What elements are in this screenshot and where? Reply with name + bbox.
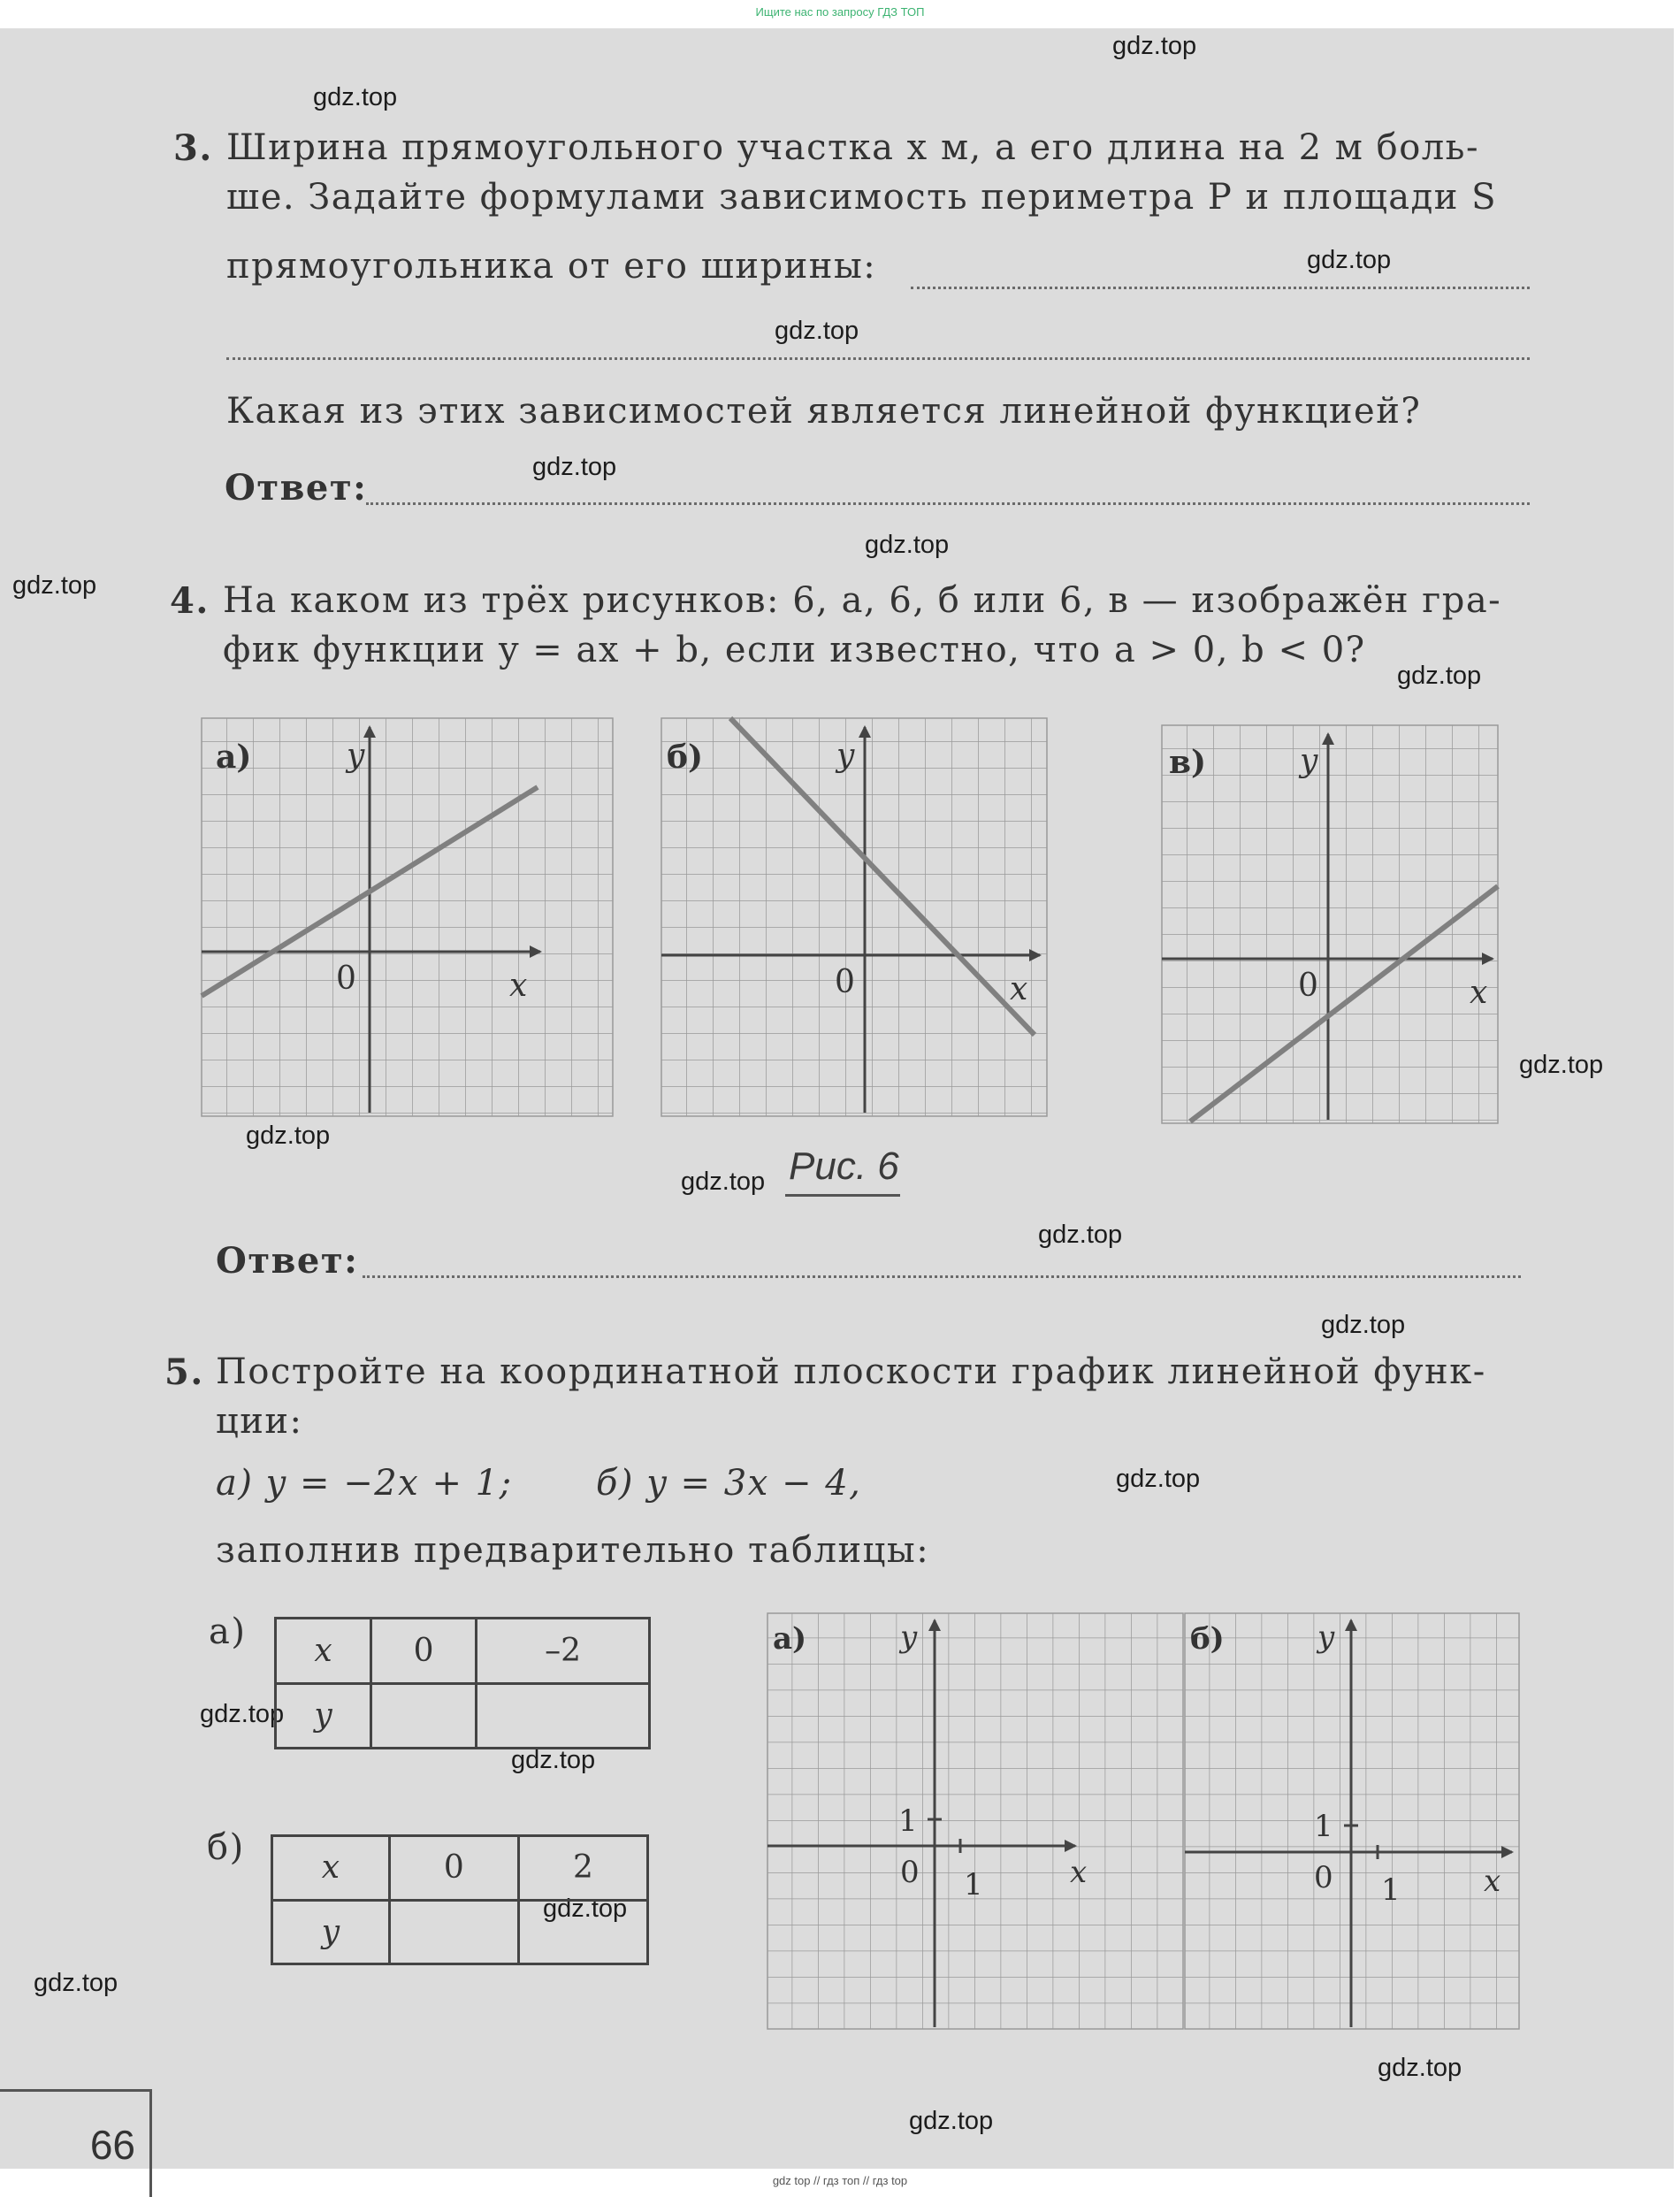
watermark: gdz.top (1519, 1051, 1604, 1079)
watermark: gdz.top (1321, 1311, 1406, 1339)
function-b: б) y = 3x − 4, (596, 1463, 862, 1504)
answer-line (226, 357, 1530, 360)
y-axis-label: y (347, 738, 365, 774)
caption-underline (785, 1194, 900, 1197)
origin-label: 0 (1298, 968, 1318, 1004)
graph-label: б) (667, 739, 704, 776)
x-axis-label: x (509, 968, 528, 1004)
graph-label: а) (216, 739, 252, 776)
watermark: gdz.top (1038, 1221, 1123, 1249)
graph-label: в) (1169, 744, 1207, 781)
watermark: gdz.top (34, 1969, 118, 1997)
task5-text-line1: Постройте на координатной плоскости график линейной функ- (216, 1351, 1486, 1392)
answer-label: Ответ: (216, 1240, 359, 1282)
watermark: gdz.top (1378, 2054, 1462, 2082)
answer-label: Ответ: (225, 467, 368, 509)
header-note: Ищите нас по запросу ГДЗ ТОП (755, 5, 925, 19)
task4-text-line1: На каком из трёх рисунков: 6, а, 6, б или 6, в — изображён гра- (223, 580, 1502, 621)
table-cell: x (276, 1619, 371, 1684)
watermark: gdz.top (543, 1895, 628, 1923)
textbook-page (0, 28, 1674, 2169)
table-input-cell[interactable] (371, 1683, 477, 1749)
task4-text-line2: фик функции y = ax + b, если известно, что a > 0, b < 0? (223, 630, 1366, 670)
x-tick-label: 1 (1381, 1872, 1401, 1908)
watermark: gdz.top (1112, 32, 1197, 60)
coordinate-plane-a[interactable] (766, 1611, 1185, 2031)
watermark: gdz.top (511, 1746, 596, 1774)
watermark: gdz.top (1116, 1465, 1201, 1493)
table-b-label: б) (207, 1827, 245, 1868)
table-input-cell[interactable] (477, 1683, 650, 1749)
footer-note: gdz top // гдз топ // гдз top (772, 2174, 908, 2187)
table-input-cell[interactable] (518, 1900, 647, 1964)
table-cell: 0 (389, 1836, 518, 1901)
task3-text-line1: Ширина прямоугольного участка x м, а его длина на 2 м боль- (226, 127, 1479, 168)
page-number: 66 (0, 2089, 152, 2197)
answer-line (911, 287, 1530, 289)
y-axis-label: y (836, 738, 855, 774)
y-axis-label: y (1317, 1619, 1335, 1655)
task4-number: 4. (170, 580, 210, 622)
watermark: gdz.top (313, 83, 398, 111)
x-axis-label: x (1484, 1864, 1501, 1899)
watermark: gdz.top (200, 1700, 285, 1728)
task5-text-line2: ции: (216, 1401, 303, 1442)
table-cell: y (272, 1900, 390, 1964)
answer-line (363, 1275, 1521, 1278)
task5-number: 5. (164, 1351, 204, 1393)
origin-label: 0 (900, 1855, 920, 1890)
y-axis-label: y (1300, 743, 1318, 779)
coordinate-plane-b[interactable] (1183, 1611, 1521, 2031)
table-cell: x (272, 1836, 390, 1901)
x-tick-label: 1 (964, 1867, 983, 1902)
y-axis-label: y (900, 1619, 918, 1655)
table-cell: y (276, 1683, 371, 1749)
plot-label: б) (1190, 1621, 1225, 1657)
watermark: gdz.top (775, 317, 859, 345)
watermark: gdz.top (909, 2107, 994, 2135)
watermark: gdz.top (1307, 246, 1392, 274)
watermark: gdz.top (681, 1167, 766, 1196)
x-axis-label: x (1070, 1855, 1088, 1890)
value-table-b (271, 1834, 649, 1965)
table-cell: 2 (518, 1836, 647, 1901)
graph-b (660, 715, 1049, 1121)
x-axis-label: x (1470, 975, 1488, 1011)
figure-caption: Рис. 6 (789, 1144, 899, 1188)
y-tick-label: 1 (898, 1803, 918, 1839)
task5-text-line3: заполнив предварительно таблицы: (216, 1530, 930, 1571)
table-cell: –2 (477, 1619, 650, 1684)
plot-label: а) (773, 1621, 807, 1657)
y-tick-label: 1 (1314, 1809, 1333, 1844)
watermark: gdz.top (246, 1121, 331, 1150)
task3-number: 3. (173, 127, 213, 169)
answer-line (366, 502, 1530, 505)
value-table-a (274, 1617, 651, 1749)
table-cell: 0 (371, 1619, 477, 1684)
watermark: gdz.top (532, 453, 617, 481)
task3-text-line2: ше. Задайте формулами зависимость периметра P и площади S (226, 177, 1498, 218)
task3-text-line3: прямоугольника от его ширины: (226, 246, 877, 287)
graph-a (200, 715, 615, 1121)
graph-c (1160, 722, 1500, 1129)
origin-label: 0 (1314, 1860, 1333, 1895)
watermark: gdz.top (12, 571, 97, 600)
table-a-label: а) (209, 1611, 247, 1652)
origin-label: 0 (336, 961, 356, 997)
task3-question: Какая из этих зависимостей является линейной функцией? (226, 391, 1422, 432)
table-input-cell[interactable] (389, 1900, 518, 1964)
watermark: gdz.top (1397, 662, 1482, 690)
function-a: а) y = −2x + 1; (216, 1463, 513, 1504)
x-axis-label: x (1010, 971, 1028, 1007)
origin-label: 0 (835, 964, 855, 1000)
watermark: gdz.top (865, 531, 950, 559)
